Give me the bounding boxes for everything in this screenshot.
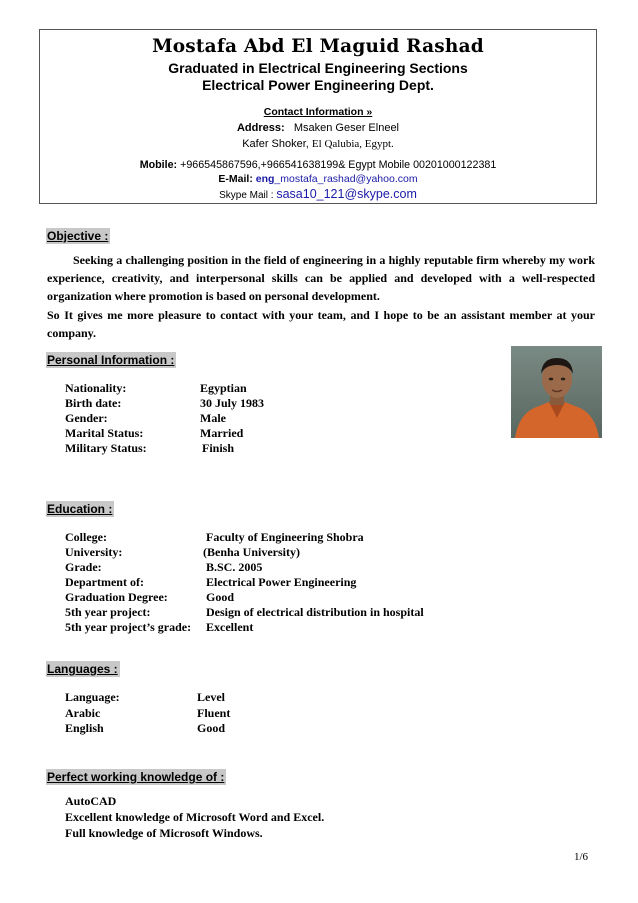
- objective-text: [47, 251, 595, 342]
- personal-label-birth-date: Birth date:: [65, 396, 122, 410]
- edu-value-department: Electrical Power Engineering: [206, 575, 357, 589]
- address-line2-b: El Qalubia, Egypt.: [311, 138, 394, 150]
- personal-value-nationality: Egyptian: [200, 381, 247, 395]
- edu-value-project: Design of electrical distribution in hospital: [206, 605, 424, 619]
- email-line: [40, 173, 596, 185]
- edu-label-university: University:: [65, 545, 123, 559]
- edu-value-project-grade: Excellent: [206, 620, 254, 634]
- edu-label-college: College:: [65, 530, 107, 544]
- skill-item: Full knowledge of Microsoft Windows.: [65, 826, 263, 840]
- address-line: [40, 122, 596, 134]
- skill-item: AutoCAD: [65, 794, 117, 808]
- address-line-2: [40, 138, 596, 150]
- personal-label-military: Military Status:: [65, 441, 147, 455]
- email-label: E-Mail:: [218, 173, 253, 185]
- lang-value-header: Level: [197, 690, 225, 704]
- edu-value-college: Faculty of Engineering Shobra: [206, 530, 364, 544]
- email-rest: _mostafa_rashad@yahoo.com: [274, 173, 418, 185]
- edu-label-project-grade: 5th year project’s grade:: [65, 620, 192, 634]
- lang-label-english: English: [65, 721, 104, 735]
- edu-label-department: Department of:: [65, 575, 144, 589]
- objective-paragraph-2: So It gives me more pleasure to contact with your team, and I hope to be an assistant member at your company.: [47, 307, 595, 340]
- edu-label-project: 5th year project:: [65, 605, 151, 619]
- skype-line: [40, 187, 596, 201]
- skill-item: Excellent knowledge of Microsoft Word and Excel.: [65, 810, 325, 824]
- email-user: eng: [255, 173, 275, 185]
- page-number: 1/6: [574, 851, 589, 863]
- lang-value-english: Good: [197, 721, 226, 735]
- subtitle-line-1: Graduated in Electrical Engineering Sections: [168, 60, 468, 76]
- contact-heading: Contact Information »: [263, 106, 373, 118]
- personal-value-birth-date: 30 July 1983: [200, 396, 265, 410]
- objective-paragraph-1: Seeking a challenging position in the field of engineering in a highly reputable firm whereby my work experience, creativity, and interpersonal skills can be applied and developed with a well-respected organization where promotion is based on personal development.: [47, 253, 595, 304]
- lang-label-arabic: Arabic: [65, 706, 101, 720]
- edu-value-grade: B.SC. 2005: [206, 560, 263, 574]
- mobile-label: Mobile:: [139, 159, 178, 171]
- email-link[interactable]: [256, 173, 418, 185]
- personal-value-military: Finish: [202, 441, 235, 455]
- address-line2-a: Kafer Shoker,: [242, 138, 309, 150]
- personal-label-gender: Gender:: [65, 411, 108, 425]
- skype-link[interactable]: sasa10_121@skype.com: [276, 187, 417, 201]
- edu-label-grade: Grade:: [65, 560, 102, 574]
- address-label: Address:: [236, 122, 285, 134]
- edu-value-degree: Good: [206, 590, 235, 604]
- address-value: Msaken Geser Elneel: [293, 122, 400, 134]
- section-objective-heading: Objective :: [47, 229, 109, 243]
- section-personal-heading: Personal Information :: [47, 353, 175, 367]
- section-education-heading: Education :: [47, 502, 113, 516]
- portrait-image: [511, 346, 602, 438]
- mobile-value: +966545867596,+966541638199& Egypt Mobile 00201000122381: [180, 159, 497, 171]
- personal-value-gender: Male: [200, 411, 226, 425]
- mobile-line: [40, 159, 596, 171]
- personal-value-marital: Married: [200, 426, 244, 440]
- lang-label-header: Language:: [65, 690, 120, 704]
- personal-label-nationality: Nationality:: [65, 381, 127, 395]
- personal-label-marital: Marital Status:: [65, 426, 144, 440]
- section-languages-heading: Languages :: [47, 662, 118, 676]
- skype-label: Skype Mail :: [219, 190, 274, 201]
- section-skills-heading: Perfect working knowledge of :: [47, 770, 225, 784]
- edu-label-degree: Graduation Degree:: [65, 590, 168, 604]
- lang-value-arabic: Fluent: [197, 706, 231, 720]
- subtitle-line-2: Electrical Power Engineering Dept.: [202, 77, 434, 93]
- edu-value-university: (Benha University): [203, 545, 300, 559]
- candidate-name: Mostafa Abd El Maguid Rashad: [152, 36, 484, 57]
- profile-photo: [511, 346, 602, 438]
- header-box: [39, 29, 597, 204]
